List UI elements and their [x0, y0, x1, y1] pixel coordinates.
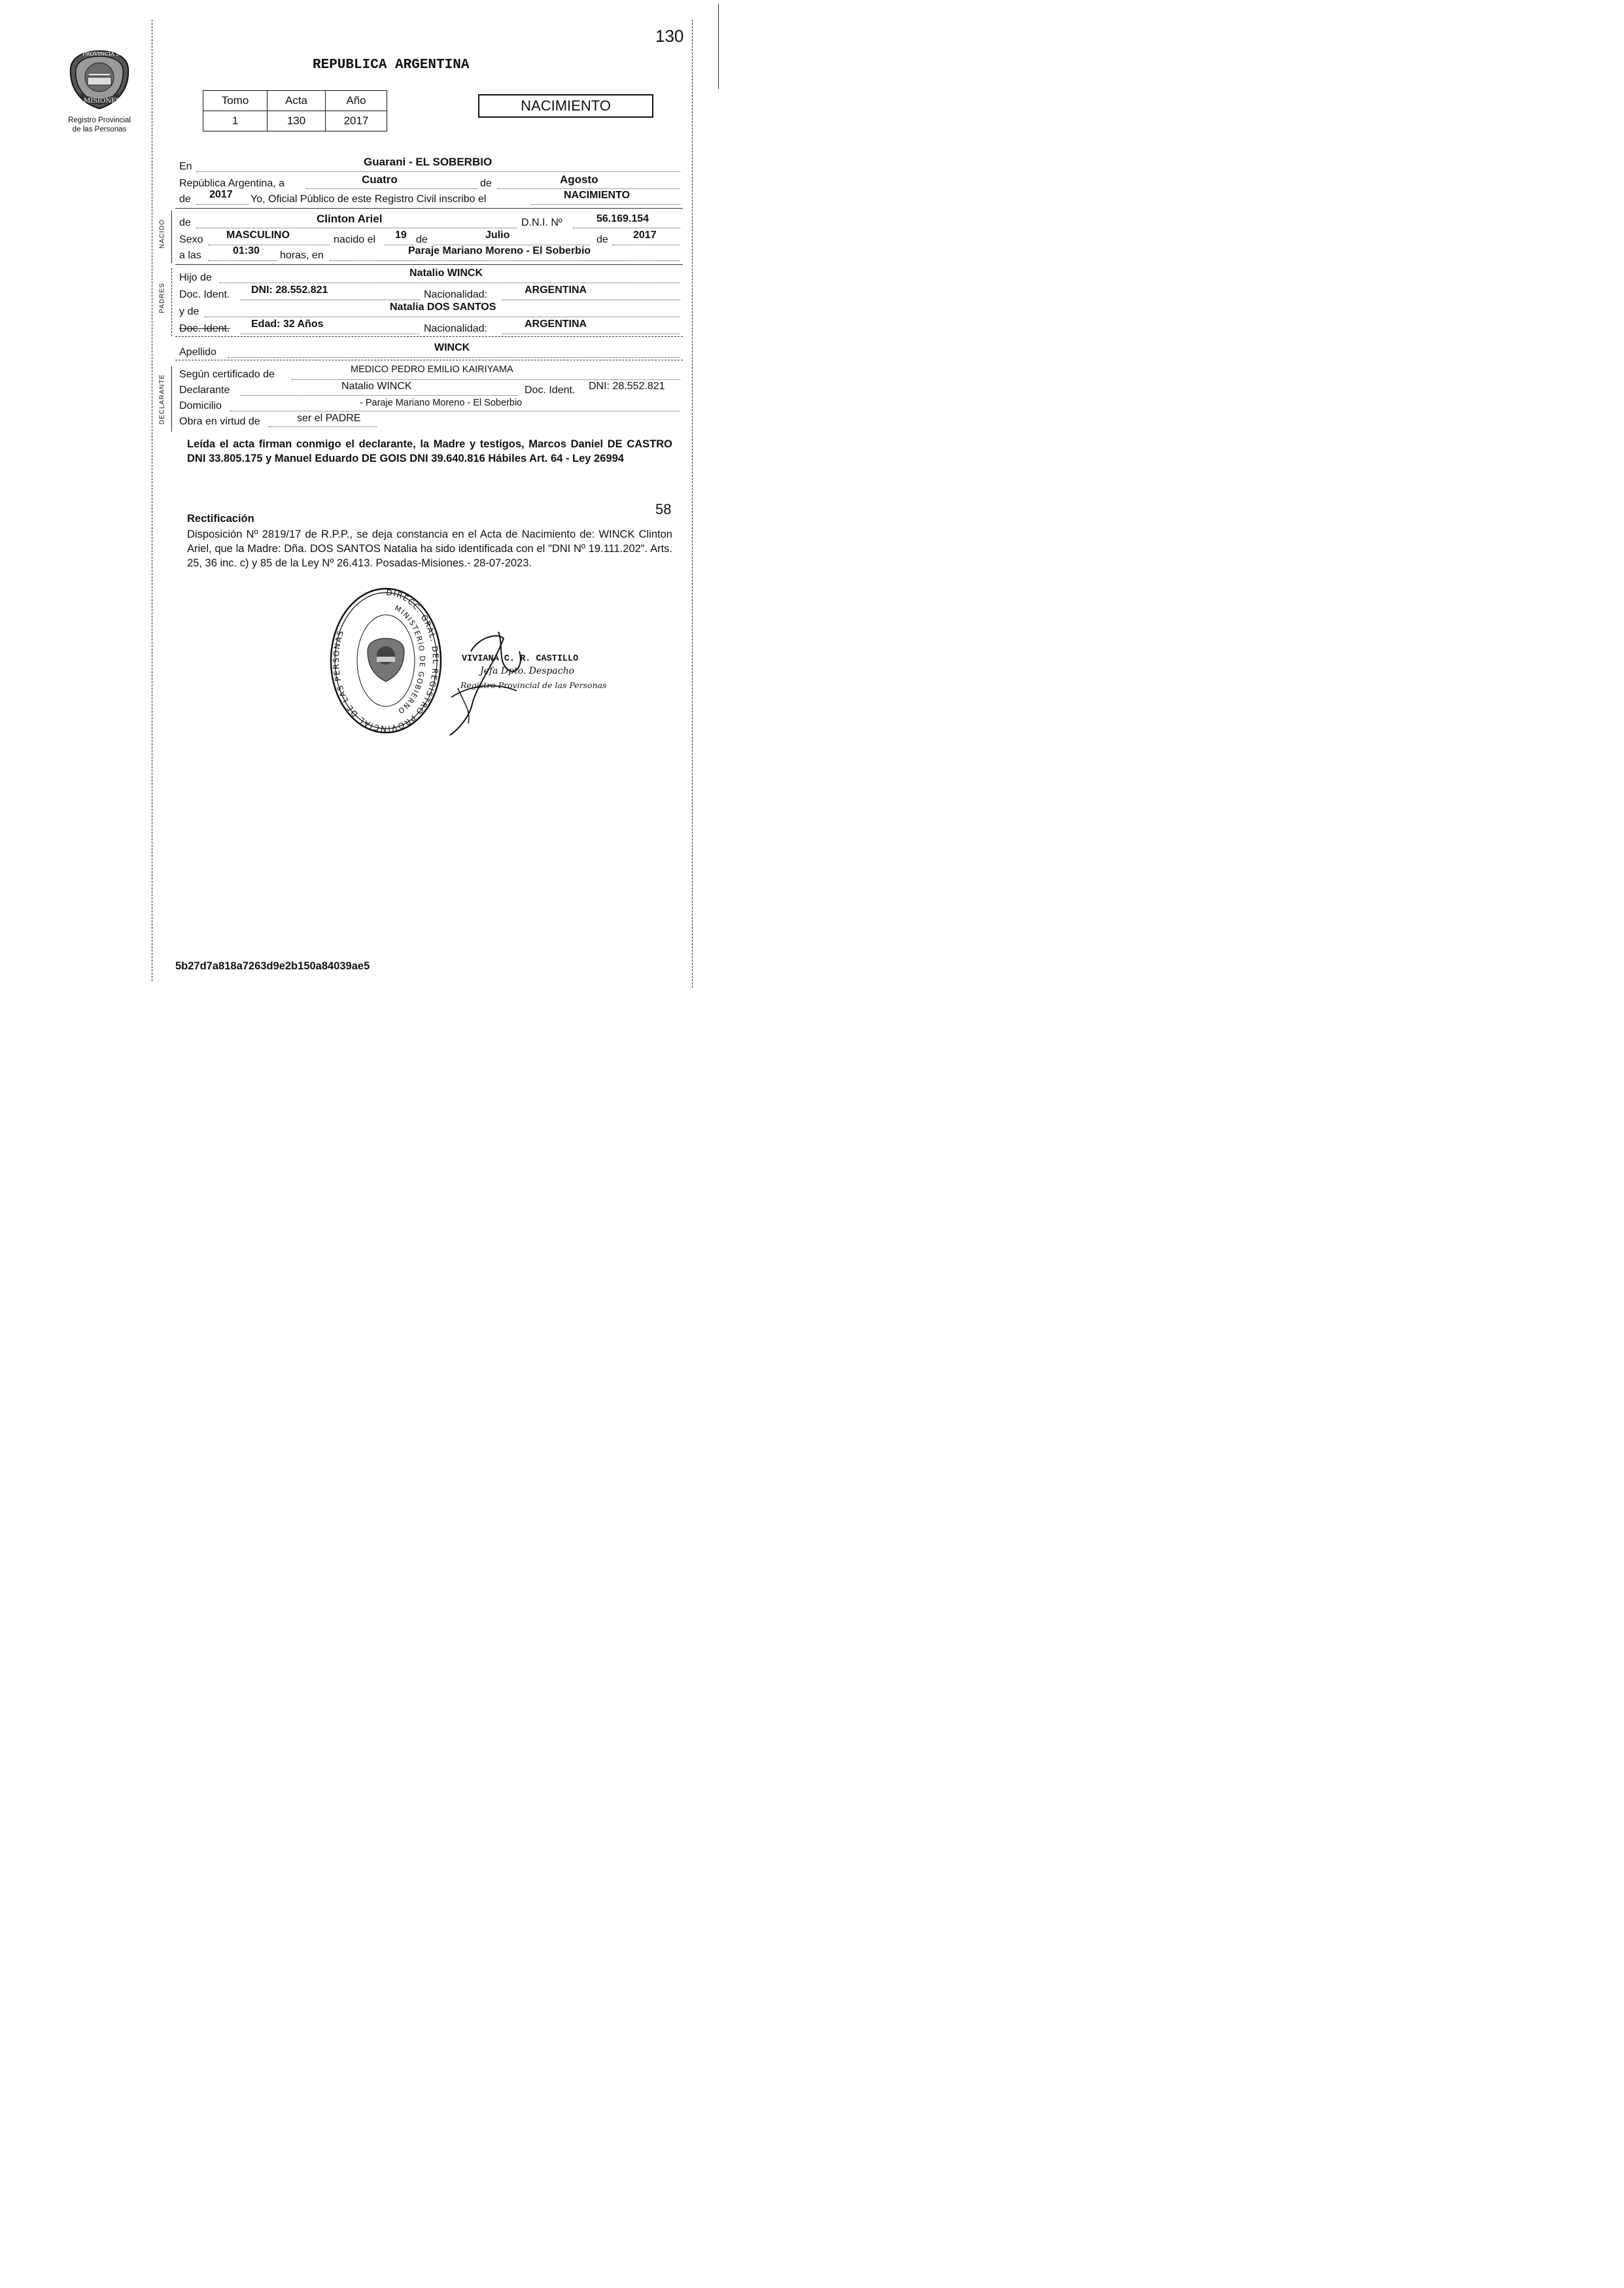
signer-office: Registro Provincial de las Personas — [460, 680, 607, 690]
field-sexo: MASCULINO — [226, 230, 290, 241]
label-doc-ident-madre: Doc. Ident. — [179, 323, 230, 334]
right-margin-line — [692, 20, 693, 988]
stamp-icon — [328, 586, 443, 735]
dotline-declarante — [241, 395, 518, 396]
field-domicilio: - Paraje Mariano Moreno - El Soberbio — [360, 398, 523, 408]
dotline-certificado — [292, 379, 680, 380]
section-label-padres: PADRES — [158, 283, 166, 313]
dotline-dia — [306, 188, 477, 189]
separator-3 — [175, 336, 683, 337]
label-oficial: Yo, Oficial Público de este Registro Civil inscribo el — [251, 194, 487, 205]
dotline-en — [196, 171, 680, 172]
label-apellido: Apellido — [179, 347, 216, 358]
signer-title: Jefa Dpto. Despacho — [480, 666, 575, 676]
field-mes: Agosto — [560, 173, 598, 186]
field-certificado: MEDICO PEDRO EMILIO KAIRIYAMA — [351, 364, 513, 375]
field-apellido: WINCK — [434, 342, 470, 353]
nacido-bracket — [171, 211, 172, 263]
label-republica: República Argentina, a — [179, 178, 285, 189]
separator-2 — [175, 264, 683, 265]
label-en: En — [179, 161, 192, 172]
rectificacion-title: Rectificación — [187, 513, 254, 525]
right-edge-line — [718, 4, 719, 89]
separator-1 — [175, 208, 683, 209]
label-doc-ident-padre: Doc. Ident. — [179, 289, 230, 300]
label-horas-en: horas, en — [280, 250, 324, 261]
seal-text-bottom: MISIONES — [84, 97, 121, 105]
stamp-inner-text: MINISTERIO DE GOBIERNO — [393, 604, 427, 716]
label-de-mes-nac: de — [416, 234, 428, 245]
stamp-ring-text: DIRECC. GRAL. DEL REGISTRO PROVINCIAL DE LAS PERSONAS — [331, 587, 440, 734]
label-de-anio: de — [179, 194, 191, 205]
table-value-tomo: 1 — [203, 111, 268, 131]
field-lugar: Guarani - EL SOBERBIO — [364, 156, 492, 168]
field-hora: 01:30 — [233, 245, 260, 256]
page-title: REPUBLICA ARGENTINA — [313, 58, 470, 73]
closing-statement: Leída el acta firman conmigo el declarante, la Madre y testigos, Marcos Daniel DE CASTRO DNI 33.805.175 y Manuel Eduardo DE GOIS DNI 39.640.816 Hábiles Art. 64 - Ley 26994 — [187, 438, 672, 464]
field-dni: 56.169.154 — [596, 213, 649, 224]
dotline-hora — [208, 260, 277, 261]
dotline-lugar-nac — [330, 260, 680, 261]
dotline-mes — [497, 188, 680, 189]
table-header-acta: Acta — [268, 91, 326, 111]
field-tipo: NACIMIENTO — [564, 190, 631, 201]
declarante-bracket — [171, 366, 172, 432]
table-value-anio: 2017 — [326, 111, 387, 131]
label-obra: Obra en virtud de — [179, 416, 260, 427]
field-dia: Cuatro — [362, 173, 398, 186]
dotline-obra — [268, 426, 377, 427]
label-a-las: a las — [179, 250, 201, 261]
table-header-tomo: Tomo — [203, 91, 268, 111]
padres-bracket — [171, 268, 172, 336]
document-hash: 5b27d7a818a7263d9e2b150a84039ae5 — [175, 960, 370, 972]
label-sexo: Sexo — [179, 234, 203, 245]
dotline-anio — [196, 204, 249, 205]
seal-text-top: PROVINCIA DE — [82, 51, 124, 57]
label-nacido-el: nacido el — [334, 234, 376, 245]
table-value-acta: 130 — [268, 111, 326, 131]
dotline-apellido — [228, 357, 680, 358]
registry-name-line1: Registro Provincial — [68, 116, 131, 124]
table-header-anio: Año — [326, 91, 387, 111]
label-domicilio: Domicilio — [179, 400, 222, 411]
label-de-anio-nac: de — [596, 234, 608, 245]
dotline-tipo — [531, 204, 680, 205]
section-label-declarante: DECLARANTE — [158, 373, 166, 425]
page-number: 130 — [655, 26, 684, 46]
field-madre-doc: Edad: 32 Años — [251, 319, 324, 330]
rectificacion-number: 58 — [655, 501, 672, 517]
field-madre: Natalia DOS SANTOS — [390, 302, 496, 313]
field-padre-doc: DNI: 28.552.821 — [251, 285, 328, 296]
field-padre-nac: ARGENTINA — [525, 285, 587, 296]
label-declarante: Declarante — [179, 385, 230, 396]
field-lugar-nac: Paraje Mariano Moreno - El Soberbio — [408, 245, 591, 256]
field-declarante-doc: DNI: 28.552.821 — [589, 381, 665, 392]
field-mes-nac: Julio — [485, 230, 510, 241]
field-declarante: Natalio WINCK — [341, 381, 412, 392]
label-nacionalidad-padre: Nacionalidad: — [424, 289, 487, 300]
stamp-emblem — [368, 638, 404, 682]
section-label-nacido: NACIDO — [158, 219, 166, 249]
label-doc-ident-declarante: Doc. Ident. — [525, 385, 576, 396]
field-anio: 2017 — [209, 189, 233, 200]
label-y-de: y de — [179, 306, 199, 317]
official-stamp — [328, 586, 443, 735]
label-hijo-de: Hijo de — [179, 272, 212, 283]
field-madre-nac: ARGENTINA — [525, 319, 587, 330]
field-padre: Natalio WINCK — [409, 268, 483, 279]
document-type-box: NACIMIENTO — [478, 94, 653, 118]
registry-name-line2: de las Personas — [72, 126, 127, 133]
reference-table — [203, 90, 387, 131]
field-dia-nac: 19 — [395, 230, 407, 241]
field-nombre: Clinton Ariel — [317, 213, 383, 225]
rectificacion-text: Disposición Nº 2819/17 de R.P.P., se deja constancia en el Acta de Nacimiento de: WINCK Clinton Ariel, que la Madre: Dña. DOS SANTOS Natalia ha sido identificada con el "DNI Nº 19.111.202". Arts. 25, 36 inc. c) y 85 de la Ley Nº 26.413. Posadas-Misiones.- 28-07-2023. — [187, 529, 672, 569]
label-de-nombre: de — [179, 217, 191, 228]
label-nacionalidad-madre: Nacionalidad: — [424, 323, 487, 334]
label-segun: Según certificado de — [179, 369, 275, 380]
field-anio-nac: 2017 — [633, 230, 657, 241]
label-de-mes: de — [480, 178, 492, 189]
label-dni: D.N.I. Nº — [521, 217, 562, 228]
signer-name: VIVIANA C. R. CASTILLO — [462, 654, 579, 664]
registry-seal — [68, 48, 131, 111]
field-obra: ser el PADRE — [297, 413, 361, 424]
